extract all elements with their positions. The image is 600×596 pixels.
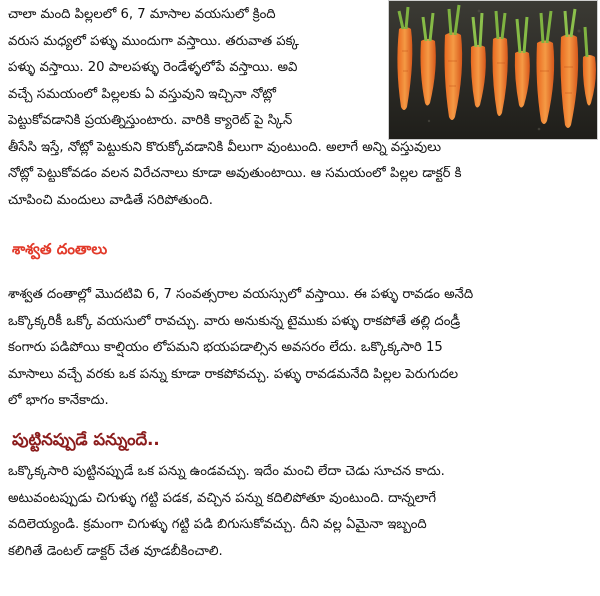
- text-line: పెట్టుకోవడానికి ప్రయత్నిస్తుంటారు. వారికి క్యారెట్ పై స్కిన్: [8, 113, 293, 128]
- text-line: అటువంటప్పుడు చిగుళ్ళు గట్టి పడక, వచ్చిన పన్ను కదిలిపోతూ వుంటుంది. దాన్నలాగే: [8, 490, 437, 506]
- text-line: చూపించి మందులు వాడితే సరిపోతుంది.: [8, 192, 213, 208]
- text-line: తీసేసి ఇస్తే, నోట్లో పెట్టుకుని కొరుక్కోవడానికి వీలుగా వుంటుంది. అలాగే అన్ని వస్తువులు: [8, 139, 442, 155]
- permanent-teeth-heading: శాశ్వత దంతాలు: [12, 240, 108, 258]
- intro-paragraph: [8, 2, 588, 214]
- text-line: కలిగితే డెంటల్ డాక్టర్ చేత వూడబీకించాలి.: [8, 543, 223, 559]
- text-line: వదిలెయ్యండి. క్రమంగా చిగుళ్ళు గట్టి పడి బిగుసుకోవచ్చు. దీని వల్ల ఏమైనా ఇబ్బంది: [8, 517, 427, 532]
- text-line: శాశ్వత దంతాల్లో మొదటివి 6, 7 సంవత్సరాల వయస్సులో వస్తాయి. ఈ పళ్ళు రావడం అనేది: [8, 287, 474, 302]
- tooth-at-birth-heading: పుట్టినప్పుడే పన్నుందే..: [12, 430, 160, 449]
- text-line: ఒక్కొక్కరికీ ఒక్కో వయసులో రావచ్చు. వారు అనుకున్న టైముకు పళ్ళు రాకపోతే తల్లి దండ్రీ: [8, 313, 461, 329]
- text-line: ఒక్కొక్కసారి పుట్టినప్పుడే ఒక పన్ను ఉండవచ్చు. ఇదేం మంచి లేదా చెడు సూచన కాదు.: [8, 464, 445, 479]
- text-line: మాసాలు వచ్చే వరకు ఒక పన్ను కూడా రాకపోవచ్చు. పళ్ళు రావడమనేది పిల్లల పెరుగుదల: [8, 366, 459, 382]
- text-line: వరుస మధ్యలో పళ్ళు ముందుగా వస్తాయి. తరువాత పక్క: [8, 33, 299, 49]
- text-line: కంగారు పడిపోయి కాల్షియం లోపమని భయపడాల్సిన అవసరం లేదు. ఒక్కొక్కసారి 15: [8, 340, 443, 355]
- text-line: చాలా మంది పిల్లలలో 6, 7 మాసాల వయసులో క్రింది: [8, 7, 276, 22]
- permanent-teeth-paragraph: [8, 282, 588, 415]
- text-line: నోట్లో పెట్టుకోవడం వలన విరేచనాలు కూడా అవుతుంటాయి. ఆ సమయంలో పిల్లల డాక్టర్ కి: [8, 166, 462, 181]
- text-line: వచ్చే సమయంలో పిల్లలకు ఏ వస్తువుని ఇచ్చినా నోట్లో: [8, 86, 276, 102]
- text-line: లో భాగం కానేకాదు.: [8, 393, 109, 408]
- text-line: పళ్ళు వస్తాయి. 20 పాలపళ్ళు రెండేళ్ళలోపే వస్తాయి. అవి: [8, 60, 298, 75]
- tooth-at-birth-paragraph: [8, 459, 588, 565]
